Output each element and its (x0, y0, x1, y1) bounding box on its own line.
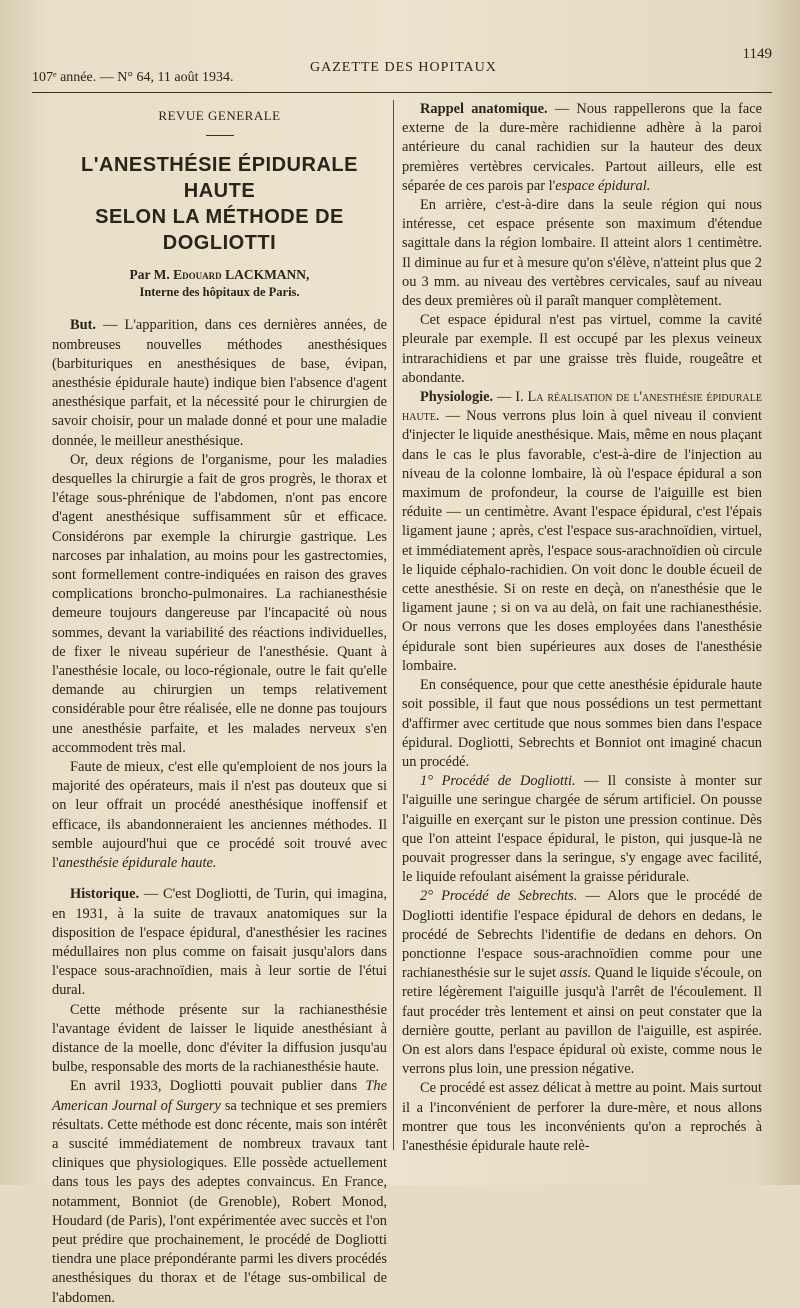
but-text: — L'apparition, dans ces dernières années, de nombreuses nouvelles méthodes anesthésiques (barbituriques en anesthésiques de base, évipan, anesthésie épidurale haute) indique bien l'absence d'agent anesthésique parfait, et la nécessité pour le chirurgien de savoir choisir, pour un malade donné et pour une maladie donnée, le meilleur anesthésique. (52, 317, 387, 449)
left-column (52, 100, 387, 1308)
rappel-text: — Nous rappellerons que la face externe de la dure-mère rachidienne adhère à la paroi antérieure du canal rachidien sur la hauteur des deux premières vertèbres cervicales. Partout ailleurs, elle est séparée de ces parois par l' (402, 101, 762, 194)
right-column (402, 100, 762, 1156)
paragraph-text: Faute de mieux, c'est elle qu'emploient de nos jours la majorité des opérateurs, mais il n'est pas douteux que si on leur offrait un procédé anesthésique inoffensif et efficace, ils abandonneraient les anciennes méthodes. Il semble aujourd'hui que ce procédé soit trouvé avec l' (52, 759, 387, 872)
emphasis: assis. (559, 965, 592, 982)
procedure-heading: 2° Procédé de Sebrechts. (420, 888, 578, 905)
author-affiliation: Interne des hôpitaux de Paris. (139, 285, 300, 300)
paragraph-text: Quand le liquide s'écoule, on retire légèrement l'aiguille jusqu'à l'arrêt de l'écoulement. Il faut procéder très lentement et ainsi on peut constater que la dernière goutte, perlant au pavillon de l'aiguille, est aspirée. On est alors dans l'espace épidural où existe, comme nous le verrons plus loin, une pression négative. (402, 965, 762, 1078)
paragraph-dogliotti (402, 772, 762, 887)
emphasis: espace épidural. (555, 177, 651, 194)
title-line-1: L'ANESTHÉSIE ÉPIDURALE HAUTE (81, 154, 358, 203)
paragraph-sebrechts (402, 887, 762, 1079)
paragraph-text: sa technique et ses premiers résultats. Cette méthode est donc récente, mais son intérêt a suscité immédiatement de nombreux travaux tant cliniques que physiologiques. Elle possède actuellement dans tous les pays des adeptes convaincus. En France, notamment, Bonniot (de Grenoble), Robert Monod, Houdard (de Paris), l'ont expérimentée avec succès et l'on peut prédire que prochainement, le procédé de Dogliotti tiendra une place prépondérante parmi les divers procédés anesthésiques du thorax et de l'étage sus-ombilical de l'abdomen. (52, 1097, 387, 1306)
paragraph-text: — Il consiste à monter sur l'aiguille une seringue chargée de sérum artificiel. On pousse l'aiguille en exerçant sur le piston une pression continue. Dès que l'on atteint l'espace épidural, le piston, qui jusque-là ne pouvait progresser dans la seringue, s'y engage avec facilité, le liquide refoulant aisément la graisse péridurale. (402, 773, 762, 886)
paragraph (52, 758, 387, 873)
heading-but: But. (70, 317, 96, 334)
journal-citation: The American Journal of Surgery (52, 1078, 387, 1114)
procedure-heading: 1° Procédé de Dogliotti. (420, 773, 576, 790)
paragraph-physiologie (402, 388, 762, 676)
paragraph: En arrière, c'est-à-dire dans la seule région qui nous intéresse, cet espace présente son maximum d'étendue sagittale dans la région lombaire. Il atteint alors 1 centimètre. Il diminue au fur et à mesure qu'on s'élève, n'atteint plus que 2 ou 3 mm. au niveau des vertèbres cervicales, sauf au niveau des deux premières où il paraît manquer complètement. (402, 197, 762, 310)
column-divider (393, 100, 394, 1150)
paragraph: Cet espace épidural n'est pas virtuel, comme la cavité pleurale par exemple. Il est occupé par les plexus veineux intrarachidiens et par une graisse très fluide, rougeâtre et abondante. (402, 312, 762, 386)
journal-name: GAZETTE DES HOPITAUX (310, 60, 497, 75)
historique-text: — C'est Dogliotti, de Turin, qui imagina, en 1931, à la suite de travaux anatomiques sur la disposition de l'espace épidural, d'anesthésier les racines médullaires non plus comme on faisait jusqu'alors dans l'espace sous-arachnoïdien, mais à leur sortie de l'étui dural. (52, 886, 387, 999)
paragraph (52, 1077, 387, 1307)
section-rule (206, 135, 234, 136)
author-prefix: Par M. (129, 267, 170, 283)
section-label: REVUE GENERALE (158, 108, 281, 123)
heading-physiologie: Physiologie. (420, 389, 494, 406)
paragraph: Ce procédé est assez délicat à mettre au point. Mais surtout il a l'inconvénient de perforer la dure-mère, et nous allons montrer que tous les inconvénients qu'on a reprochés à l'anesthésie épidurale haute relè- (402, 1080, 762, 1154)
physiologie-text: — Nous verrons plus loin à quel niveau il convient d'injecter le liquide anesthésique. Mais, même en nous plaçant dans le cas le plus favorable, c'est-à-dire de l'injection au niveau de la colonne lombaire, là où l'espace épidural a son maximum de profondeur, la course de l'aiguille est bien réduite — un centimètre. Avant l'espace épidural, c'est l'épais ligament jaune ; après, c'est l'espace sus-arachnoïdien, virtuel, et immédiatement après, l'espace sous-arachnoïdien où circule le liquide céphalo-rachidien. On voit donc le double écueil de cette anesthésie. Si on reste en deçà, on n'anesthésie que le ligament jaune ; si on va au delà, on fait une rachianesthésie. Or nous verrons que les doses employées dans l'anesthésie épidurale sont bien supérieures aux doses de l'anesthésie lombaire. (402, 408, 762, 674)
title-line-2: SELON LA MÉTHODE DE DOGLIOTTI (95, 206, 344, 255)
paragraph-rappel (402, 100, 762, 196)
paragraph-historique (52, 885, 387, 1000)
paragraph-text: En avril 1933, Dogliotti pouvait publier dans (70, 1078, 366, 1095)
paragraph-text: — Alors que le procédé de Dogliotti identifie l'espace épidural de dehors en dedans, le procédé de Sebrechts l'identifie de dedans en dehors. On ponctionne l'espace sous-arachnoïdien comme pour une rachianesthésie sur le sujet (402, 888, 762, 982)
issue-info: 107ᵉ année. — N° 64, 11 août 1934. (32, 70, 234, 85)
page-number: 1149 (742, 46, 772, 62)
heading-rappel: Rappel anatomique. (420, 101, 548, 117)
emphasis: anesthésie épidurale haute. (58, 855, 217, 872)
paragraph: En conséquence, pour que cette anesthésie épidurale haute soit possible, il faut que nous possédions un test permettant d'affirmer avec certitude que nous sommes bien dans l'espace épidural. Dogliotti, Sebrechts et Bonniot ont imaginé chacun un procédé. (402, 677, 762, 770)
heading-historique: Historique. (70, 886, 140, 903)
author-last-name: LACKMANN, (225, 267, 310, 283)
article-title (52, 152, 387, 256)
running-header (32, 46, 772, 93)
paragraph: Cette méthode présente sur la rachianesthésie l'avantage évident de laisser le liquide anesthésiant à distance de la moelle, donc d'éviter la diffusion jusqu'au bulbe, responsable des morts de la rachianesthésie haute. (52, 1001, 387, 1076)
author-first-name: Edouard (173, 267, 222, 283)
paragraph-but (52, 316, 387, 450)
subheading: — I. La réalisation de l'anesthésie épidurale haute. (402, 389, 762, 425)
paragraph: Or, deux régions de l'organisme, pour les maladies desquelles la chirurgie a fait de gros progrès, le thorax et l'étage sous-phrénique de l'abdomen, n'ont pas encore d'agent anesthésique suffisamment sûr et efficace. Considérons par exemple la chirurgie gastrique. Les narcoses par inhalation, au moins pour les gastrectomies, sont formellement contre-indiquées en raison des graves complications broncho-pulmonaires. La rachianesthésie demeure toujours dangereuse par l'incapacité où nous sommes, devant la variabilité des réactions individuelles, de fixer le niveau supérieur de l'anesthésie. Quant à l'anesthésie locale, ou loco-régionale, outre le fait qu'elle demande au chirurgien un temps relativement considérable pour être réalisée, elle ne donne pas toujours une anesthésie parfaite, et les malades nerveux s'en accommodent très mal. (52, 451, 387, 756)
author-line (52, 266, 387, 283)
